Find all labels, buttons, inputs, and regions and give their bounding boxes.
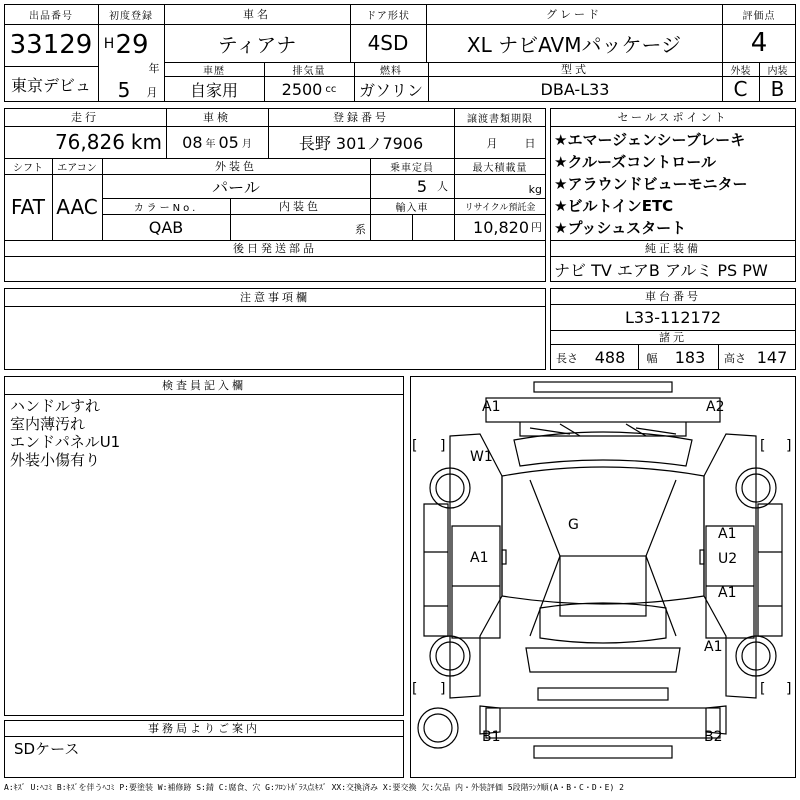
color-label: 外装色 (215, 160, 257, 173)
chassis-label: 車台番号 (645, 290, 701, 303)
damage-mark: G (568, 517, 579, 533)
office-note: SDケース (14, 740, 80, 758)
damage-mark: A1 (704, 639, 723, 655)
capacity: 5 人 (416, 176, 448, 196)
office-label: 事務局よりご案内 (148, 722, 260, 735)
bracket-open: [ (412, 681, 418, 697)
exterior-grade: C (733, 77, 748, 101)
damage-legend: A:ｷｽﾞ U:ﾍｺﾐ B:ｷｽﾞを伴うﾍｺﾐ P:要塗装 W:補修跡 S:錆 C:腐食、穴 G:ﾌﾛﾝﾄｶﾞﾗｽ点ｷｽﾞ XX:交換済み X:要交換 欠:欠品 内・外装評価 5段階ﾗﾝｸ順(A・B・C・D・E) 2 (4, 783, 624, 792)
mileage: 76,826 km (54, 130, 162, 154)
shift: FAT (10, 195, 45, 219)
car-diagram (410, 376, 796, 778)
reg-year: 29 (115, 30, 149, 60)
plate-label: 登録番号 (333, 111, 389, 124)
height: 147 (756, 347, 788, 367)
score: 4 (750, 28, 768, 58)
damage-mark: B1 (482, 729, 501, 745)
grade: XL ナビAVMパッケージ (466, 32, 682, 57)
history: 自家用 (189, 80, 238, 100)
inspector-note: ハンドルすれ (10, 397, 101, 415)
bracket-close: ] (440, 681, 446, 697)
interior-grade: B (770, 77, 785, 101)
dims-label: 諸元 (659, 331, 687, 344)
interior-color-label: 内装色 (279, 200, 321, 213)
damage-mark: A2 (706, 399, 725, 415)
ac-label: エアコン (57, 162, 97, 174)
model: DBA-L33 (540, 79, 610, 99)
interior-color-unit: 系 (355, 223, 366, 236)
caution-label: 注意事項欄 (240, 291, 310, 304)
sales-point-item: ★ビルトインETC (554, 197, 674, 215)
damage-mark: B2 (704, 729, 723, 745)
history-label: 車歴 (203, 65, 225, 76)
reg-month: 5 (117, 78, 131, 102)
color-no: QAB (148, 217, 184, 237)
recycle-label: リサイクル預託金 (464, 202, 536, 213)
load-label: 最大積載量 (472, 162, 528, 174)
bracket-close: ] (440, 438, 446, 454)
length-label: 長さ (556, 352, 578, 365)
score-label: 評価点 (742, 10, 776, 22)
model-label: 型式 (561, 63, 589, 76)
bracket-open: [ (412, 438, 418, 454)
equipment-label: 純正装備 (645, 242, 701, 255)
displacement-label: 排気量 (292, 65, 326, 76)
era: H (103, 36, 115, 52)
damage-mark: U2 (718, 551, 738, 567)
chassis-number: L33-112172 (624, 307, 722, 327)
bracket-open: [ (760, 681, 766, 697)
grade-label: グレード (546, 8, 602, 21)
width-label: 幅 (646, 352, 658, 365)
transfer-day: 日 (524, 137, 536, 150)
import-label: 輸入車 (395, 202, 429, 214)
height-label: 高さ (724, 352, 746, 365)
inspection-label: 車検 (203, 111, 231, 124)
recycle-fee: 10,820 円 (473, 217, 542, 237)
car-name-label: 車名 (243, 8, 271, 21)
door-type: 4SD (367, 31, 409, 55)
bracket-close: ] (786, 438, 792, 454)
color-no-label: カラーNo. (133, 202, 199, 214)
car-name: ティアナ (217, 32, 297, 57)
sales-point-item: ★アラウンドビューモニター (554, 175, 748, 193)
length: 488 (594, 347, 626, 367)
damage-mark: A1 (470, 550, 489, 566)
later-parts-label: 後日発送部品 (233, 242, 317, 255)
damage-mark: A1 (482, 399, 501, 415)
fuel-label: 燃料 (380, 65, 402, 76)
transfer-label: 譲渡書類期限 (467, 113, 533, 125)
door-label: ドア形状 (366, 10, 410, 22)
interior-label: 内装 (767, 65, 788, 76)
fuel: ガソリン (358, 80, 423, 100)
width: 183 (674, 347, 706, 367)
reg-month-suffix: 月 (146, 86, 158, 99)
bracket-open: [ (760, 438, 766, 454)
exterior-color: パール (212, 177, 260, 197)
sales-point-item: ★エマージェンシーブレーキ (554, 131, 746, 149)
exterior-label: 外装 (730, 65, 751, 76)
equipment: ナビ TV エアB アルミ PS PW (554, 260, 768, 280)
debut-label: 東京デビュ (10, 75, 91, 95)
capacity-label: 乗車定員 (390, 162, 434, 174)
sales-points-label: セールスポイント (617, 111, 729, 124)
sales-point-item: ★クルーズコントロール (554, 153, 716, 171)
displacement: 2500 cc (281, 79, 337, 99)
lot-number-label: 出品番号 (29, 10, 73, 22)
inspector-note: エンドパネルU1 (10, 433, 121, 451)
inspector-label: 検査員記入欄 (162, 379, 246, 392)
damage-mark: A1 (718, 526, 737, 542)
transfer-month: 月 (486, 137, 498, 150)
sales-point-item: ★プッシュスタート (554, 219, 687, 237)
first-reg-label: 初度登録 (109, 10, 153, 22)
mileage-label: 走行 (71, 111, 99, 124)
ac: AAC (56, 195, 98, 219)
inspector-note: 外装小傷有り (10, 451, 101, 469)
load-unit: kg (528, 182, 542, 196)
plate-number: 長野 301ノ7906 (298, 133, 424, 153)
lot-number: 33129 (9, 30, 93, 60)
damage-mark: W1 (470, 449, 493, 465)
inspection-date: 08 年 05 月 (182, 132, 252, 152)
shift-label: シフト (13, 162, 43, 174)
reg-year-suffix: 年 (148, 62, 160, 75)
bracket-close: ] (786, 681, 792, 697)
inspector-note: 室内薄汚れ (10, 415, 86, 433)
damage-mark: A1 (718, 585, 737, 601)
